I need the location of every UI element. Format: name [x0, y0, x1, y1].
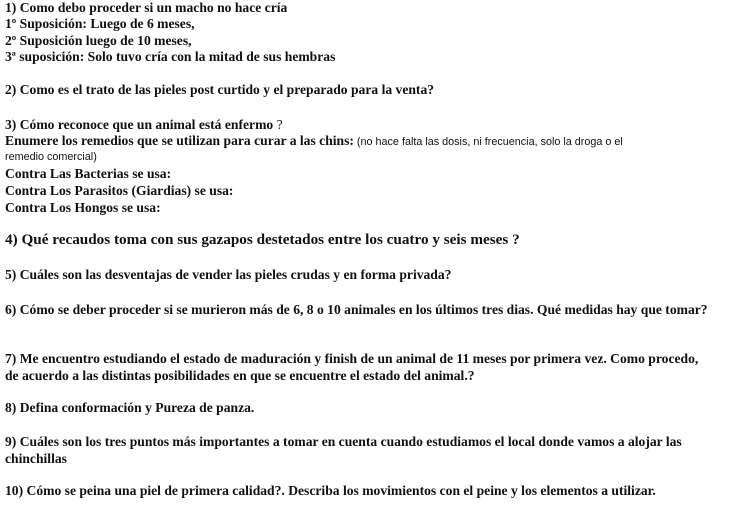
question-1-line-1: 1º Suposición: Luego de 6 meses,: [5, 16, 195, 31]
question-1-title: 1) Como debo proceder si un macho no hace cría: [5, 0, 288, 15]
question-9: 9) Cuáles son los tres puntos más importantes a tomar en cuenta cuando estudiamos el local donde vamos a alojar las chinchillas: [5, 434, 682, 466]
question-10: 10) Cómo se peina una piel de primera calidad?. Describa los movimientos con el peine y los elementos a utilizar.: [5, 483, 656, 498]
question-5: 5) Cuáles son las desventajas de vender las pieles crudas y en forma privada?: [5, 267, 452, 282]
question-3-title-mark: ?: [273, 117, 283, 132]
question-3-line-1: Contra Las Bacterias se usa:: [5, 166, 172, 181]
question-3-title: 3) Cómo reconoce que un animal está enfermo: [5, 117, 274, 132]
question-2: 2) Como es el trato de las pieles post curtido y el preparado para la venta?: [5, 82, 435, 97]
question-1-line-3: 3ª suposición: Solo tuvo cría con la mitad de sus hembras: [5, 49, 336, 64]
question-3-prompt: Enumere los remedios que se utilizan para curar a las chins:: [5, 133, 354, 148]
question-3-prompt-line: [5, 133, 623, 150]
question-4: 4) Qué recaudos toma con sus gazapos destetados entre los cuatro y seis meses ?: [5, 231, 520, 248]
question-3-note-cont: remedio comercial): [5, 151, 97, 163]
question-3-line-2: Contra Los Parasitos (Giardias) se usa:: [5, 183, 234, 198]
question-8: 8) Defina conformación y Pureza de panza.: [5, 400, 255, 415]
question-3-line-3: Contra Los Hongos se usa:: [5, 200, 161, 215]
question-3-note: (no hace falta las dosis, ni frecuencia, solo la droga o el: [353, 136, 623, 148]
question-1-line-2: 2º Suposición luego de 10 meses,: [5, 33, 192, 48]
question-7: 7) Me encuentro estudiando el estado de maduración y finish de un animal de 11 meses por primera vez. Como procedo, de acuerdo a las distintas posibilidades en que se encuentre el estado del animal.?: [5, 351, 699, 383]
question-3-title-line: [5, 117, 283, 133]
question-6: 6) Cómo se deber proceder si se murieron más de 6, 8 o 10 animales en los últimos tres dias. Qué medidas hay que tomar?: [5, 302, 708, 317]
